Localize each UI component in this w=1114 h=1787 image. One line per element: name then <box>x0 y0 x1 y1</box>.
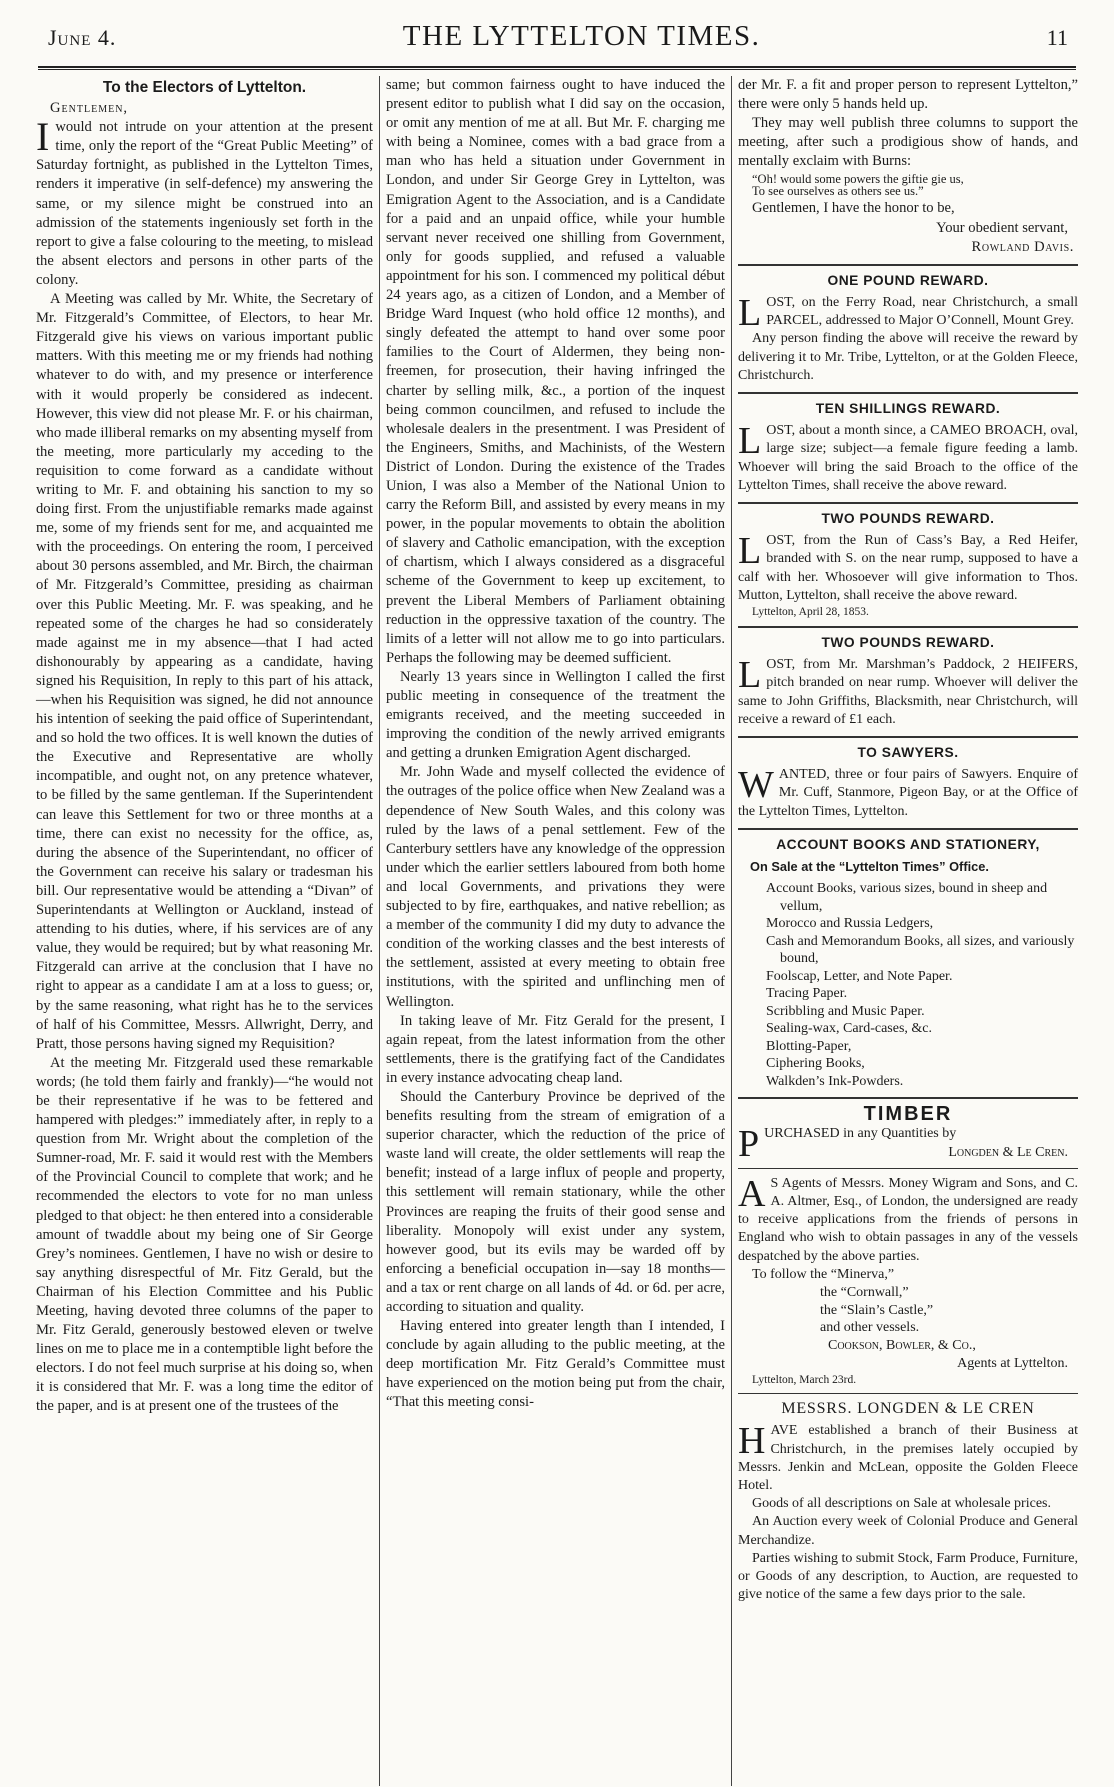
letter-paragraph: der Mr. F. a fit and proper person to represent Lyttelton,” there were only 5 hands held up. <box>738 77 1078 113</box>
list-item: Scribbling and Music Paper. <box>766 1003 925 1019</box>
ad-text: An Auction every week of Colonial Produce and General Merchandize. <box>738 1514 1078 1548</box>
page-number: 11 <box>1046 25 1068 50</box>
drop-cap: L <box>738 530 762 573</box>
ad-lost-heifer <box>738 510 1078 619</box>
ad-heading: TWO POUNDS REWARD. <box>821 510 995 526</box>
letter-paragraph: A Meeting was called by Mr. White, the Secretary of Mr. Fitzgerald’s Committee, of Electors, to hear Mr. Fitzgerald give his views on various important public matters. With this meeting me or my friends had nothing whatever to do with, and my presence or interference with it would properly be considered as indecent. However, this view did not please Mr. F. or his chairman, who made illiberal remarks on my absenting myself from the meeting, more particularly my acceding to the requisition to come forward as a candidate without writing to Mr. F. and obtaining his sanction to my so doing first. From the unjustifiable remarks made against me, some of my friends sent for me, and acquainted me with the proceedings. On entering the room, I perceived about 30 persons assembled, and Mr. Birch, the chairman of Mr. Fitzgerald’s Committee, presiding as chairman over this Public Meeting. Mr. F. was speaking, and he repeated some of the charges he had so considerately made against me in my absence—that I had acted dishonourably by appearing as a candidate, having signed his Requisition, In reply to this part of his attack,—when his Requisition was signed, he did not announce his intention of seeking the paid office of Superintendant, and so hold the two offices. It is well known the duties of the Executive and Representative are wholly incompatible, and ought not, on any pretence whatever, to be filled by the same gentleman. If the Superintendent can leave this Settlement for two or three months at a time, there can exist no necessity for the office, as, during the absence of the Superintendant, no officer of the Government can receive his salary or tradesman his bill. Our representative would be attending a “Divan” of Superintendants at Wellington or Auckland, instead of attending to his duties, where, if his services are of any value, they would be required; but by what reasoning Mr. Fitzgerald can arrive at the conclusion that I have no right to appear as a candidate I am at a loss to guess; or, by the same reasoning, what right has he to the services of half of his Committee, Messrs. Allwright, Derry, and Pratt, those persons having signed my Requisition? <box>36 291 373 1052</box>
letter-paragraph: Having entered into greater length than I intended, I conclude by again alluding to the public meeting, at the deep mortification Mr. Fitz Gerald’s Committee must have experienced on the motion being put from the chair, “That this meeting consi- <box>386 1318 725 1411</box>
ad-heading: TWO POUNDS REWARD. <box>821 635 995 650</box>
letter-paragraph: Mr. John Wade and myself collected the evidence of the outrages of the police office when New Zealand was a dependence of New South Wales, and this colony was ruled by the laws of a penal settlement. Few of the Canterbury settlers have any knowledge of the oppression under which the earlier settlers laboured from both home and local Governments, and privations they were subjected to by fire, earthquakes, and native rebellion; as a member of the community I did my duty to advance the condition of the working classes and the best interests of the settlement, assisted at every meeting to obtain free institutions, with the spirited and unflinching men of Wellington. <box>386 764 725 1010</box>
letter-servant: Your obedient servant, <box>936 219 1068 236</box>
ad-divider <box>738 828 1078 830</box>
list-item: Tracing Paper. <box>766 986 848 1002</box>
column-2 <box>380 76 732 1786</box>
ad-text: OST, about a month since, a CAMEO BROACH, oval, large size; subject—a female figure feeding a lamb. Whoever will bring the said Broach to the office of the Lyttelton Times, shall receive the above reward. <box>738 423 1078 493</box>
masthead <box>30 20 1084 60</box>
ad-signature: Longden & Le Cren. <box>948 1144 1068 1160</box>
ad-divider <box>738 1168 1078 1169</box>
ad-dateline: Lyttelton, April 28, 1853. <box>752 606 869 618</box>
ad-lost-broach <box>738 400 1078 495</box>
list-item: the “Cornwall,” <box>820 1285 909 1301</box>
ad-timber <box>738 1103 1078 1166</box>
ad-divider <box>738 1393 1078 1394</box>
ad-text: OST, from Mr. Marshman’s Paddock, 2 HEIFERS, pitch branded on near rump. Whoever will deliver the same to John Griffiths, Blacksmith, near Christchurch, will receive a reward of £1 each. <box>738 657 1078 727</box>
drop-cap: L <box>738 291 762 334</box>
ad-emigration-agents <box>738 1172 1078 1387</box>
ad-heading: ACCOUNT BOOKS AND STATIONERY, <box>776 836 1040 852</box>
list-item: and other vessels. <box>820 1320 920 1336</box>
letter-salutation: Gentlemen, <box>50 100 129 117</box>
drop-cap: L <box>738 420 762 463</box>
ad-divider <box>738 502 1078 504</box>
ad-signature: Agents at Lyttelton. <box>957 1356 1068 1372</box>
ad-lost-heifers <box>738 634 1078 729</box>
issue-date: June 4. <box>48 25 117 50</box>
ad-text: S Agents of Messrs. Money Wigram and Sons, and C. A. Altmer, Esq., of London, the undersigned are ready to receive applications from the friends of persons in England who wish to obtain passages in any of the vessels despatched by the above parties. <box>738 1175 1078 1264</box>
ad-lost-parcel <box>738 272 1078 385</box>
column-1 <box>30 76 380 1786</box>
list-item: Foolscap, Letter, and Note Paper. <box>766 968 953 984</box>
ad-divider <box>738 264 1078 266</box>
list-item: Account Books, various sizes, bound in sheep and vellum, <box>766 881 1048 914</box>
drop-cap: L <box>738 654 762 697</box>
list-item: Morocco and Russia Ledgers, <box>766 916 934 932</box>
drop-cap: I <box>36 114 50 160</box>
ad-text: Goods of all descriptions on Sale at wholesale prices. <box>752 1496 1051 1512</box>
drop-cap: A <box>738 1172 766 1215</box>
ad-longden-lecren <box>738 1400 1078 1604</box>
ad-divider <box>738 626 1078 628</box>
ad-text: URCHASED in any Quantities by <box>764 1126 957 1142</box>
stationery-list <box>738 880 1078 1090</box>
letter-title: To the Electors of Lyttelton. <box>102 79 307 96</box>
letter-paragraph: Iwould not intrude on your attention at the present time, only the report of the “Great Public Meeting” of Saturday fortnight, as published in the Lyttelton Times, renders it imperative (in self-defence) my answering the same, or my silence might be construed into an admission of the statements ingeniously set forth in the report to give a false colouring to the meeting, to mislead the absent electors and persons in other parts of the colony. <box>36 114 373 288</box>
ad-dateline: Lyttelton, March 23rd. <box>752 1374 857 1387</box>
list-item: Cash and Memorandum Books, all sizes, and variously bound, <box>766 933 1075 967</box>
ad-text: ANTED, three or four pairs of Sawyers. Enquire of Mr. Cuff, Stanmore, Pigeon Bay, or at the Office of the Lyttelton Times, Lyttelton. <box>738 767 1078 819</box>
letter-paragraph: In taking leave of Mr. Fitz Gerald for the present, I again repeat, from the latest information from the other settlements, there is the gratifying fact of the Candidates in every instance advocating cheap land. <box>386 1012 725 1086</box>
ad-subheading: On Sale at the “Lyttelton Times” Office. <box>750 859 989 875</box>
ad-text: OST, on the Ferry Road, near Christchurch, a small PARCEL, addressed to Major O’Connell, Mount Grey. <box>766 294 1078 329</box>
ad-heading: TO SAWYERS. <box>857 745 959 761</box>
vessel-list <box>738 1284 1078 1337</box>
letter-signature: Rowland Davis. <box>971 238 1074 255</box>
letter-paragraph: Should the Canterbury Province be deprived of the benefits resulting from the stream of emigration of a superior character, which the reduction of the price of waste land will create, the older settlements will reap the benefit; instead of a large influx of people and property, this settlement will remain stationary, while the other Provinces are reaping the fruits of their good sense and liberality. Monopoly will exist under any system, however good, but its evils may be warded off by enforcing a beneficial occupation in—say 18 months—and a tax or rent charge on all lands of 4d. or 6d. per acre, according to situation and quality. <box>386 1088 725 1315</box>
ad-text: Parties wishing to submit Stock, Farm Produce, Furniture, or Goods of any description, to Auction, are requested to give notice of the same a few days prior to the sale. <box>738 1550 1078 1603</box>
letter-paragraph: same; but common fairness ought to have induced the present editor to publish what I did say on the occasion, or omit any mention of me at all. But Mr. F. charging me with being a Nominee, comes with a bad grace from a man who has held a situation under Government in London, and under Sir George Grey in Lyttelton, was Emigration Agent to the Association, and is a Candidate for a paid and an unpaid office, while your humble servant never received one shilling from Government, only for goods supplied, and refused a valuable appointment for his son. I commenced my political début 24 years ago, as a citizen of London, and a Member of Bridge Ward Inquest (who hold office 12 months), and singly defeated the attempt to hand over some poor families to the Court of Aldermen, they being non-freemen, for prosecution, their having infringed the charter by selling milk, &c., a portion of the inquest being common councilmen, and refused to include the wholesale dealers in the presentment. I was President of the Engineers, Smiths, and Machinists, of the Western District of London. During the existence of the Trades Union, I was also a Member of the National Union to carry the Reform Bill, and assisted by every means in my power, in the popular movements to obtain the abolition of slavery and Catholic emancipation, with the exception of chartism, which I always considered as a disgraceful scheme of the Government to keep up excitement, to prevent the Liberal Members of Parliament obtaining reduction in the oppressive taxation of the country. The limits of a letter will not allow me to go into particulars. Perhaps the following may be deemed sufficient. <box>386 77 725 666</box>
letter-paragraph: Nearly 13 years since in Wellington I called the first public meeting in consequence of the treatment the emigrants received, and the meeting succeeded in improving the condition of the newly arrived emigrants and getting a drunken Emigration Agent discharged. <box>386 668 725 762</box>
masthead-rule <box>38 66 1076 70</box>
list-item: Walkden’s Ink-Powders. <box>766 1073 904 1089</box>
ad-heading: TEN SHILLINGS REWARD. <box>815 400 1001 416</box>
list-item: Blotting-Paper, <box>766 1038 852 1054</box>
ad-divider <box>738 736 1078 738</box>
newspaper-title: THE LYTTELTON TIMES. <box>402 20 761 52</box>
drop-cap: W <box>738 764 774 807</box>
ad-heading: TIMBER <box>863 1103 953 1126</box>
burns-quote-line: To see ourselves as others see us.” <box>752 184 924 199</box>
ad-divider <box>738 392 1078 394</box>
ad-text: AVE established a branch of their Business at Christchurch, in the premises lately occupied by Messrs. Jenkin and McLean, opposite the Golden Fleece Hotel. <box>738 1423 1078 1494</box>
drop-cap: P <box>738 1123 760 1166</box>
column-3 <box>732 76 1084 1786</box>
list-item: Sealing-wax, Card-cases, &c. <box>766 1021 932 1037</box>
ad-divider <box>738 1097 1078 1099</box>
list-item: the “Slain’s Castle,” <box>820 1302 934 1318</box>
ad-heading: MESSRS. LONGDEN & LE CREN <box>781 1400 1035 1418</box>
ad-heading: ONE POUND REWARD. <box>827 272 989 288</box>
list-item: Ciphering Books, <box>766 1056 865 1072</box>
ad-text: Any person finding the above will receive the reward by delivering it to Mr. Tribe, Lyttelton, or at the Golden Fleece, Christchurch. <box>738 331 1078 383</box>
burns-quote-line: “Oh! would some powers the giftie gie us, <box>752 172 964 187</box>
letter-paragraph: At the meeting Mr. Fitzgerald used these remarkable words; (he told them fairly and frankly)—“he would not be their representative if he was to be fettered and hampered with pledges:” immediately after, in reply to a question from Mr. Wright about the completion of the Sumner-road, Mr. F. said it would rest with the Members of the Provincial Council to complete that work; and he recommended the electors to vote for no man unless pledged to that object: he then entered into a considerable amount of twaddle about my being one of Sir George Grey’s nominees. Gentlemen, I have no wish or desire to say anything disrespectful of Mr. Fitz Gerald, but the Chairman of his Election Committee and his Public Meeting, having devoted three columns of the paper to Mr. Fitz Gerald, generously bestowed eleven or twelve lines on me to place me in a contemptible light before the electors. I do not feel much surprise at his doing so, when it is considered that Mr. F. was a long time the editor of the paper, and is at present one of the trustees of the <box>36 1054 373 1415</box>
ad-signature: Cookson, Bowler, & Co., <box>828 1337 976 1353</box>
drop-cap: H <box>738 1420 766 1463</box>
ad-text: To follow the “Minerva,” <box>752 1266 895 1282</box>
ad-stationery <box>738 836 1078 1090</box>
letter-closing: Gentlemen, I have the honor to be, <box>752 200 955 217</box>
letter-paragraph: They may well publish three columns to support the meeting, after such a prodigious show of hands, and mentally exclaim with Burns: <box>738 115 1078 170</box>
columns <box>30 76 1084 1786</box>
ad-sawyers <box>738 744 1078 821</box>
ad-text: OST, from the Run of Cass’s Bay, a Red Heifer, branded with S. on the near rump, supposed to have a calf with her. Whosoever will give information to Thos. Mutton, Lyttelton, shall receive the above reward. <box>738 533 1078 603</box>
